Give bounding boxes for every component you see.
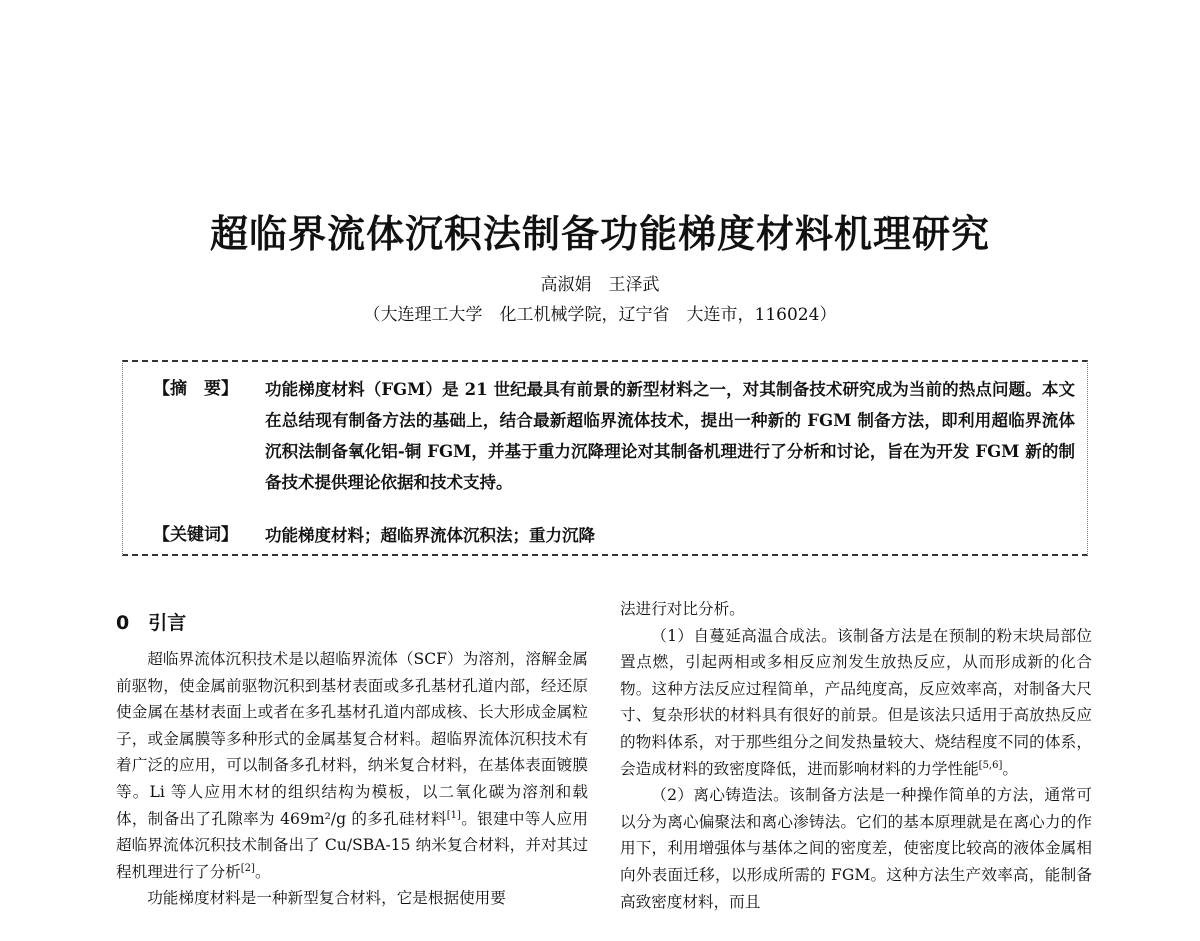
method-paragraph-1: （1）自蔓延高温合成法。该制备方法是在预制的粉末块局部位置点燃，引起两相或多相反应剂发生放热反应，从而形成新的化合物。这种方法反应过程简单，产品纯度高，反应效率高，对制备大尺寸、复杂形状的材料具有很好的前景。但是该法只适用于高放热反应的物料体系，对于那些组分之间发热量较大、烧结程度不同的体系，会造成材料的致密度降低，进而影响材料的力学性能[5,6]。 xyxy=(620,626,1092,778)
citation-ref-2[interactable]: [2] xyxy=(240,862,255,874)
intro-paragraph-1: 超临界流体沉积技术是以超临界流体（SCF）为溶剂，溶解金属前驱物，使金属前驱物沉积到基材表面或多孔基材孔道内部，经还原使金属在基材表面上或者在多孔基材孔道内部成核、长大形成金属粒子，或金属膜等多种形式的金属基复合材料。超临界流体沉积技术有着广泛的应用，可以制备多孔材料，纳米复合材料，在基体表面镀膜等。Li 等人应用木材的组织结构为模板，以二氧化碳为溶剂和载体，制备出了孔隙率为 469m²/g 的多孔硅材料[1]。银建中等人应用超临界流体沉积技术制备出了 Cu/SBA-15 纳米复合材料，并对其过程机理进行了分析[2]。 xyxy=(116,650,588,881)
section-heading-introduction: 0 引言 xyxy=(116,612,187,634)
left-column xyxy=(116,596,588,912)
method-paragraph-2: （2）离心铸造法。该制备方法是一种操作简单的方法，通常可以分为离心偏聚法和离心渗铸法。它们的基本原理就是在离心力的作用下，利用增强体与基体之间的密度差，使密度比较高的液体金属相向外表面迁移，以形成所需的 FGM。这种方法生产效率高，能制备高致密度材料，而且 xyxy=(620,786,1092,911)
abstract-label: 【摘 要】 xyxy=(153,379,238,399)
right-paragraph-0: 法进行对比分析。 xyxy=(620,600,745,618)
authors: 高淑娟 王泽武 xyxy=(540,275,660,295)
abstract-text: 功能梯度材料（FGM）是 21 世纪最具有前景的新型材料之一，对其制备技术研究成为当前的热点问题。本文在总结现有制备方法的基础上，结合最新超临界流体技术，提出一种新的 FGM 制备方法，即利用超临界流体沉积法制备氧化铝-铜 FGM，并基于重力沉降理论对其制备机理进行了分析和讨论，旨在为开发 FGM 新的制备技术提供理论依据和技术支持。 xyxy=(265,380,1075,492)
keywords-label: 【关键词】 xyxy=(153,525,238,545)
right-column xyxy=(620,596,1092,915)
abstract-box xyxy=(122,360,1088,556)
paper-title: 超临界流体沉积法制备功能梯度材料机理研究 xyxy=(209,212,990,256)
affiliation: （大连理工大学 化工机械学院，辽宁省 大连市，116024） xyxy=(363,305,837,325)
intro-paragraph-2: 功能梯度材料是一种新型复合材料，它是根据使用要 xyxy=(147,889,506,908)
citation-ref-1[interactable]: [1] xyxy=(446,809,461,821)
keywords-text: 功能梯度材料；超临界流体沉积法；重力沉降 xyxy=(265,526,595,545)
citation-ref-5-6[interactable]: [5,6] xyxy=(978,759,1003,771)
